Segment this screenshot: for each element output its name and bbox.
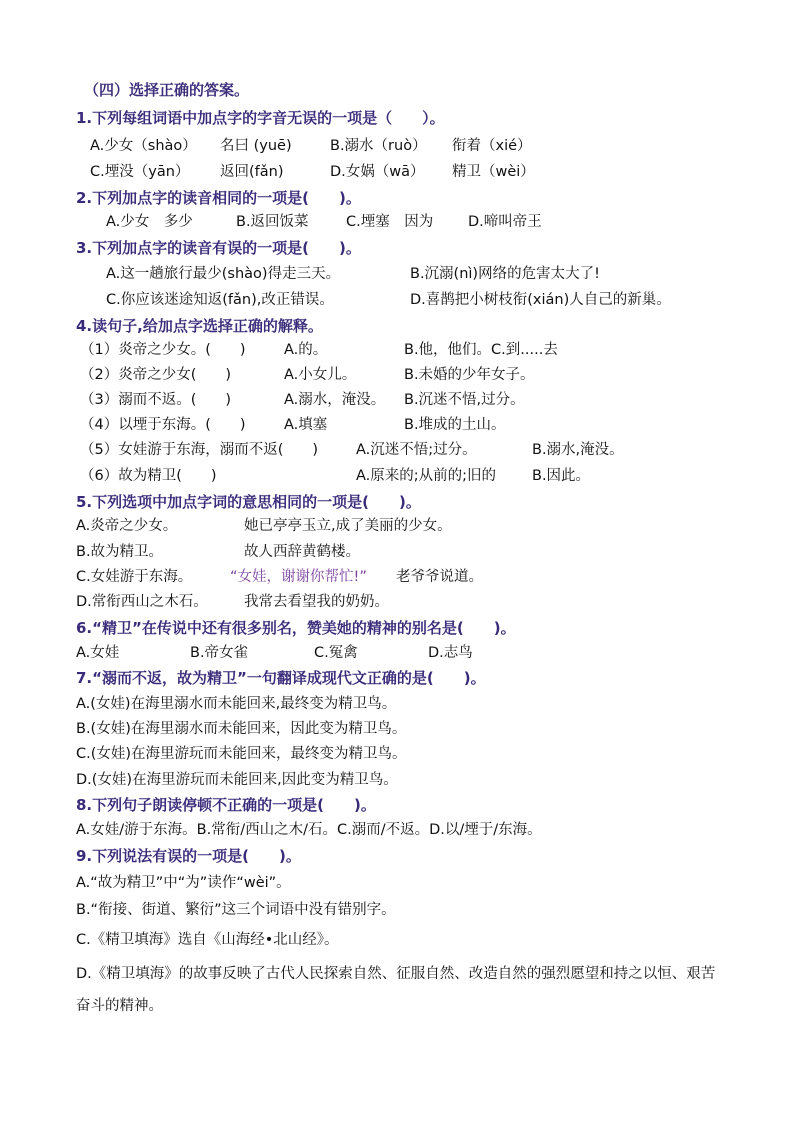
question-2-option-c: C.堙塞 因为: [346, 214, 434, 230]
question-4-item-1-option-b: B.他，他们。C.到.....去: [404, 342, 558, 358]
question-2-option-d: D.啼叫帝王: [468, 214, 542, 230]
question-4-item-3-option-a: A.溺水，淹没。: [284, 392, 386, 408]
question-1-option-a-2: 名曰 (yuē): [220, 138, 292, 154]
question-4-item-2: （2）炎帝之少女( ): [80, 367, 232, 383]
question-8-options: A.女娃/游于东海。B.常衔/西山之木/石。C.溺而/不返。D.以/堙于/东海。: [76, 822, 542, 838]
question-4-item-1: （1）炎帝之少女。( ): [80, 342, 246, 358]
question-4-item-5-option-a: A.沉迷不悟;过分。: [356, 442, 477, 458]
question-5-option-b: B.故为精卫。: [76, 544, 164, 560]
question-4-item-4-option-a: A.填塞: [284, 417, 328, 433]
question-8-stem: 8.下列句子朗读停顿不正确的一项是( )。: [76, 796, 376, 814]
question-3-option-b: B.沉溺(nì)网络的危害太大了!: [410, 266, 600, 282]
question-9-option-d: D.《精卫填海》的故事反映了古代人民探索自然、征服自然、改造自然的强烈愿望和持之以恒、艰苦奋斗的精神。: [76, 966, 716, 1014]
question-4-item-3: （3）溺而不返。( ): [80, 392, 232, 408]
question-5-option-c-compare: “女娃，谢谢你帮忙!”: [230, 569, 367, 585]
question-7-option-b: B.(女娃)在海里溺水而未能回来，因此变为精卫鸟。: [76, 721, 407, 737]
question-1-option-b-2: 衔着（xié）: [452, 138, 532, 154]
question-5-option-d-compare: 我常去看望我的奶奶。: [244, 594, 389, 610]
question-1-option-c-2: 返回(fǎn): [220, 164, 284, 180]
question-4-item-6-option-b: B.因此。: [532, 468, 591, 484]
question-4-item-5: （5）女娃游于东海，溺而不返( ): [80, 442, 319, 458]
question-6-option-b: B.帝女雀: [190, 645, 249, 661]
question-5-option-c: C.女娃游于东海。: [76, 569, 193, 585]
question-7-stem: 7.“溺而不返，故为精卫”一句翻译成现代文正确的是( )。: [76, 669, 486, 687]
question-4-item-1-option-a: A.的。: [284, 342, 328, 358]
question-1-option-b: B.溺水（ruò）: [330, 138, 427, 154]
question-1-option-c: C.堙没（yān）: [90, 164, 190, 180]
question-3-stem: 3.下列加点字的读音有误的一项是( )。: [76, 239, 361, 257]
question-2-stem: 2.下列加点字的读音相同的一项是( )。: [76, 189, 361, 207]
question-4-item-2-option-b: B.未婚的少年女子。: [404, 367, 535, 383]
question-1-option-a: A.少女（shào）: [90, 138, 197, 154]
question-4-item-2-option-a: A.小女儿。: [284, 367, 357, 383]
question-7-option-c: C.(女娃)在海里游玩而未能回来，最终变为精卫鸟。: [76, 746, 407, 762]
question-2-option-b: B.返回饭菜: [236, 214, 309, 230]
question-5-stem: 5.下列选项中加点字词的意思相同的一项是( )。: [76, 493, 421, 511]
question-9-option-b: B.“衔接、街道、繁衍”这三个词语中没有错别字。: [76, 902, 396, 918]
question-4-item-4: （4）以堙于东海。( ): [80, 417, 246, 433]
section-title: （四）选择正确的答案。: [84, 81, 250, 99]
question-5-option-a-compare: 她已亭亭玉立,成了美丽的少女。: [244, 518, 452, 534]
question-6-option-d: D.志鸟: [428, 645, 473, 661]
question-9-option-a: A.“故为精卫”中“为”读作“wèi”。: [76, 875, 291, 891]
question-9-stem: 9.下列说法有误的一项是( )。: [76, 847, 301, 865]
question-1-stem: 1.下列每组词语中加点字的字音无误的一项是（ ）。: [76, 109, 445, 127]
question-3-option-d: D.喜鹊把小树枝衔(xián)人自己的新巢。: [410, 292, 671, 308]
question-7-option-d: D.(女娃)在海里游玩而未能回来,因此变为精卫鸟。: [76, 772, 398, 788]
question-4-stem: 4.读句子,给加点字选择正确的解释。: [76, 317, 323, 335]
question-3-option-a: A.这一趟旅行最少(shào)得走三天。: [106, 266, 341, 282]
question-6-stem: 6.“精卫”在传说中还有很多别名，赞美她的精神的别名是( )。: [76, 619, 516, 637]
question-3-option-c: C.你应该迷途知返(fǎn),改正错误。: [106, 292, 334, 308]
question-1-option-d-2: 精卫（wèi）: [452, 164, 535, 180]
question-9-option-c: C.《精卫填海》选自《山海经•北山经》。: [76, 932, 339, 948]
question-5-option-b-compare: 故人西辞黄鹤楼。: [244, 544, 360, 560]
question-4-item-5-option-b: B.溺水,淹没。: [532, 442, 624, 458]
question-2-option-a: A.少女 多少: [106, 214, 193, 230]
question-7-option-a: A.(女娃)在海里溺水而未能回来,最终变为精卫鸟。: [76, 696, 397, 712]
question-5-option-c-compare-tail: 老爷爷说道。: [396, 569, 483, 585]
question-5-option-a: A.炎帝之少女。: [76, 518, 178, 534]
question-4-item-6: （6）故为精卫( ): [80, 468, 217, 484]
question-4-item-3-option-b: B.沉迷不悟,过分。: [404, 392, 525, 408]
question-6-option-a: A.女娃: [76, 645, 120, 661]
question-4-item-4-option-b: B.堆成的土山。: [404, 417, 506, 433]
question-4-item-6-option-a: A.原来的;从前的;旧的: [356, 468, 497, 484]
question-6-option-c: C.冤禽: [314, 645, 358, 661]
question-1-option-d: D.女娲（wā）: [330, 164, 425, 180]
question-5-option-d: D.常衔西山之木石。: [76, 594, 208, 610]
